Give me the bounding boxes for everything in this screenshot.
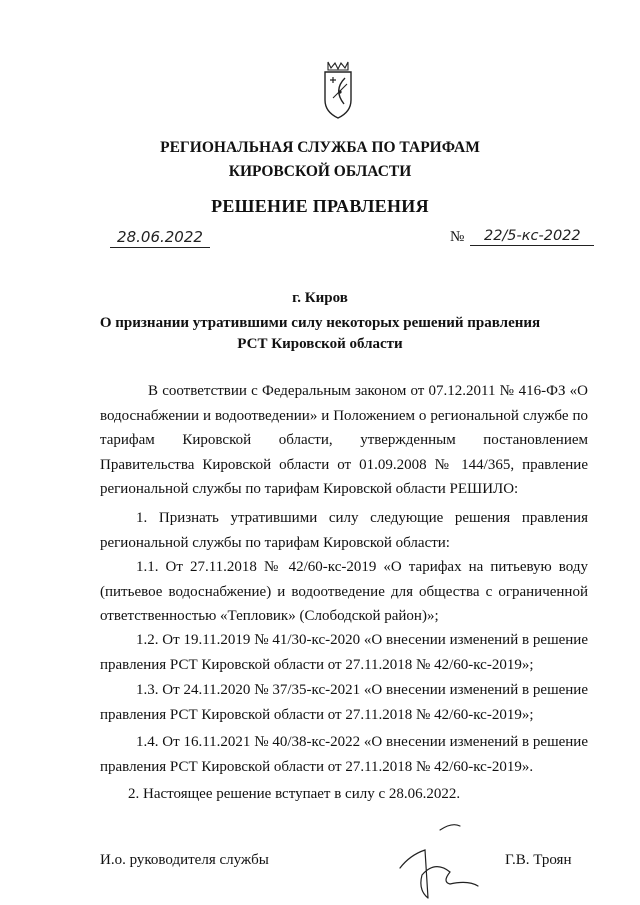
organization-name — [0, 136, 640, 184]
item-1-1: 1.1. От 27.11.2018 № 42/60-кс-2019 «О тарифах на питьевую воду (питьевое водоснабжение) и водоотведение для общества с ограниченной ответственностью «Тепловик» (Слободской район)»; — [100, 559, 588, 624]
number-value: 22/5-кс-2022 — [470, 228, 594, 246]
document-type: РЕШЕНИЕ ПРАВЛЕНИЯ — [211, 196, 429, 216]
item-1-2: 1.2. От 19.11.2019 № 41/30-кс-2020 «О внесении изменений в решение правления РСТ Кировской области от 27.11.2018 № 42/60-кс-2019»; — [100, 632, 588, 673]
kirov-coat-of-arms-icon — [321, 58, 355, 120]
document-number — [450, 228, 594, 246]
city: г. Киров — [292, 290, 348, 306]
subject-line-2: РСТ Кировской области — [237, 336, 403, 352]
signatory-name: Г.В. Троян — [505, 852, 572, 868]
document-date: 28.06.2022 — [110, 228, 210, 248]
org-line-1: РЕГИОНАЛЬНАЯ СЛУЖБА ПО ТАРИФАМ — [160, 139, 480, 156]
item-1-3: 1.3. От 24.11.2020 № 37/35-кс-2021 «О внесении изменений в решение правления РСТ Кировской области от 27.11.2018 № 42/60-кс-2019»; — [100, 682, 588, 723]
number-sign: № — [450, 229, 465, 245]
handwritten-signature — [380, 820, 500, 905]
item-1: 1. Признать утратившими силу следующие решения правления региональной службы по тарифам Кировской области: — [100, 510, 588, 551]
intro-paragraph: В соответствии с Федеральным законом от 07.12.2011 № 416-ФЗ «О водоснабжении и водоотведении» и Положением о региональной службе по тарифам Кировской области, утвержденным постановлением Правительства Кировской области от 01.09.2008 № 144/365, правление региональной службы по тарифам Кировской области РЕШИЛО: — [100, 383, 588, 497]
subject-line-1: О признании утратившими силу некоторых решений правления — [99, 315, 541, 331]
item-2: 2. Настоящее решение вступает в силу с 28.06.2022. — [128, 786, 461, 802]
subject — [0, 313, 640, 355]
item-1-4: 1.4. От 16.11.2021 № 40/38-кс-2022 «О внесении изменений в решение правления РСТ Кировской области от 27.11.2018 № 42/60-кс-2019». — [100, 734, 588, 775]
signatory-position: И.о. руководителя службы — [100, 852, 269, 868]
org-line-2: КИРОВСКОЙ ОБЛАСТИ — [228, 163, 412, 180]
